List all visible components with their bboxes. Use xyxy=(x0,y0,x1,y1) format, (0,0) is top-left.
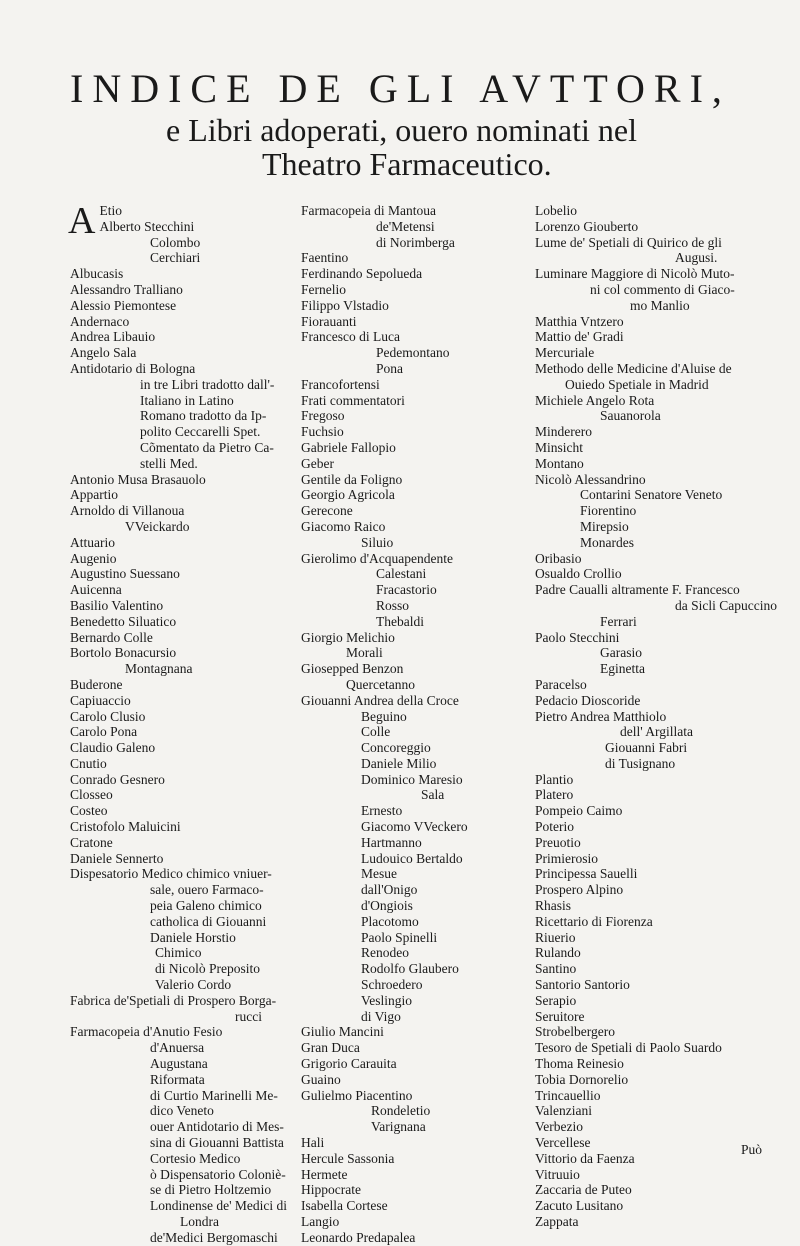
index-entry: Tobia Dornorelio xyxy=(535,1071,629,1087)
index-entry: Capiuaccio xyxy=(70,692,131,708)
index-entry: Daniele Milio xyxy=(361,755,437,771)
index-entry: peia Galeno chimico xyxy=(150,898,262,914)
index-entry: Rulando xyxy=(535,945,581,961)
index-entry: Ouiedo Spetiale in Madrid xyxy=(565,376,709,392)
index-entry: Cerchiari xyxy=(150,250,201,266)
index-entry: Auicenna xyxy=(70,582,122,598)
index-entry: Antidotario di Bologna xyxy=(70,360,196,376)
index-entry: Riuerio xyxy=(535,929,576,945)
index-entry: Riformata xyxy=(150,1071,205,1087)
index-entry: Strobelbergero xyxy=(535,1024,615,1040)
index-entry: Hartmanno xyxy=(361,834,422,850)
index-entry: Farmacopeia di Mantoua xyxy=(301,203,436,218)
index-entry: Renodeo xyxy=(361,945,409,961)
index-entry: Farmacopeia d'Anutio Fesio xyxy=(70,1024,223,1040)
index-entry: Giacomo VVeckero xyxy=(361,819,468,835)
index-entry: Etio xyxy=(99,203,122,218)
index-entry: Benedetto Siluatico xyxy=(70,613,177,629)
index-entry: Closseo xyxy=(70,787,113,803)
index-entry: Gerecone xyxy=(301,503,353,519)
catchword: Può xyxy=(740,1142,762,1157)
index-entry: Hali xyxy=(301,1135,325,1151)
index-entry: se di Pietro Holtzemio xyxy=(150,1182,272,1198)
index-entry: Giouanni Andrea della Croce xyxy=(301,692,459,708)
index-entry: di Nicolò Preposito xyxy=(155,961,260,977)
index-entry: Dispesatorio Medico chimico vniuer- xyxy=(70,866,272,882)
index-entry: Ricettario di Fiorenza xyxy=(535,913,653,929)
index-entry: Zaccaria de Puteo xyxy=(535,1182,632,1198)
index-entry: Garasio xyxy=(600,645,642,661)
index-entry: Cristofolo Maluicini xyxy=(70,819,181,835)
index-column-2 xyxy=(301,203,533,1246)
index-column-1 xyxy=(68,200,295,1246)
index-entry: Geber xyxy=(301,455,334,471)
index-entry: Osualdo Crollio xyxy=(535,566,622,582)
index-entry: de'Metensi xyxy=(376,218,435,234)
index-entry: mo Manlio xyxy=(630,297,690,313)
index-entry: Verbezio xyxy=(535,1119,583,1135)
index-entry: Daniele Horstio xyxy=(150,929,236,945)
index-entry: Hercule Sassonia xyxy=(301,1150,395,1166)
index-entry: Santorio Santorio xyxy=(535,977,630,993)
index-entry: Gabriele Fallopio xyxy=(301,439,396,455)
index-entry: Augustino Suessano xyxy=(70,566,180,582)
index-entry: Fiorentino xyxy=(580,503,637,519)
index-entry: Paracelso xyxy=(535,676,587,692)
index-entry: Methodo delle Medicine d'Aluise de xyxy=(535,360,732,376)
index-entry: Isabella Cortese xyxy=(301,1198,388,1214)
index-entry: Alberto Stecchini xyxy=(99,218,195,234)
index-entry: Lume de' Spetiali di Quirico de gli xyxy=(535,234,722,250)
index-entry: Fracastorio xyxy=(376,582,437,598)
index-entry: di Curtio Marinelli Me- xyxy=(150,1087,278,1103)
index-entry: Albucasis xyxy=(70,266,124,282)
index-entry: Poterio xyxy=(535,819,574,835)
index-entry: Londra xyxy=(180,1214,219,1229)
index-entry: Santino xyxy=(535,961,577,977)
index-entry: Rhasis xyxy=(535,898,572,914)
index-entry: Pedemontano xyxy=(376,345,450,361)
index-entry: Paolo Stecchini xyxy=(535,629,620,645)
index-entry: Francofortensi xyxy=(301,376,380,392)
index-entry: Vitruuio xyxy=(535,1166,580,1182)
index-entry: Daniele Sennerto xyxy=(70,850,164,866)
index-entry: ni col commento di Giaco- xyxy=(590,281,735,297)
index-entry: Fuchsio xyxy=(301,424,344,440)
index-entry: Fregoso xyxy=(301,408,345,424)
index-column-3 xyxy=(535,203,797,1230)
index-entry: Plantio xyxy=(535,771,574,787)
index-entry: Zappata xyxy=(535,1214,579,1229)
index-entry: Basilio Valentino xyxy=(70,597,164,613)
index-entry: Pedacio Dioscoride xyxy=(535,692,641,708)
index-entry: di Norimberga xyxy=(376,234,455,250)
index-entry: dell' Argillata xyxy=(620,724,694,740)
index-entry: Sauanorola xyxy=(600,408,661,424)
index-entry: Colombo xyxy=(150,234,201,250)
index-entry: Alessio Piemontese xyxy=(70,297,177,313)
index-entry: Gran Duca xyxy=(301,1040,360,1056)
index-entry: Augenio xyxy=(70,550,117,566)
index-entry: Quercetanno xyxy=(346,676,415,692)
index-title-line-1: INDICE DE GLI AVTTORI, xyxy=(70,66,731,111)
index-entry: Padre Caualli altramente F. Francesco xyxy=(535,582,740,598)
index-entry: Principessa Sauelli xyxy=(535,866,638,882)
index-entry: Appartio xyxy=(70,487,118,503)
index-entry: Ferrari xyxy=(600,613,637,629)
index-entry: ò Dispensatorio Coloniè- xyxy=(150,1166,286,1182)
index-entry: Rodolfo Glaubero xyxy=(361,961,459,977)
index-entry: Bernardo Colle xyxy=(70,629,153,645)
index-entry: Langio xyxy=(301,1214,340,1229)
index-entry: Romano tradotto da Ip- xyxy=(140,408,267,424)
index-entry: Gentile da Foligno xyxy=(301,471,403,487)
index-entry: Beguino xyxy=(361,708,407,724)
index-entry: Preuotio xyxy=(535,834,581,850)
index-entry: Filippo Vlstadio xyxy=(301,297,389,313)
index-entry: Matthia Vntzero xyxy=(535,313,624,329)
index-entry: Costeo xyxy=(70,803,108,819)
index-entry: stelli Med. xyxy=(140,455,198,471)
index-entry: Siluio xyxy=(361,534,394,550)
index-entry: Georgio Agricola xyxy=(301,487,395,503)
index-entry: Zacuto Lusitano xyxy=(535,1198,624,1214)
index-entry: Concoreggio xyxy=(361,740,431,756)
index-entry: Valenziani xyxy=(535,1103,592,1119)
index-entry: Vittorio da Faenza xyxy=(535,1150,635,1166)
index-entry: in tre Libri tradotto dall'- xyxy=(140,376,275,392)
index-entry: Ernesto xyxy=(361,803,403,819)
index-entry: catholica di Giouanni xyxy=(150,913,267,929)
index-entry: Fiorauanti xyxy=(301,313,357,329)
index-entry: ouer Antidotario di Mes- xyxy=(150,1119,284,1135)
index-entry: Ferdinando Sepolueda xyxy=(301,266,423,282)
index-entry: Montano xyxy=(535,455,584,471)
index-entry: Calestani xyxy=(376,566,427,582)
index-entry: Minsicht xyxy=(535,439,584,455)
index-entry: Cnutio xyxy=(70,755,107,771)
index-entry: Giouanni Fabri xyxy=(605,740,688,756)
index-entry: Minderero xyxy=(535,424,592,440)
index-entry: VVeickardo xyxy=(125,518,190,534)
index-entry: Eginetta xyxy=(600,661,645,677)
index-entry: Giulio Mancini xyxy=(301,1024,384,1040)
index-entry: rucci xyxy=(235,1008,262,1024)
index-entry: Dominico Maresio xyxy=(361,771,463,787)
index-entry: Monardes xyxy=(580,534,634,550)
index-entry: Seruitore xyxy=(535,1008,585,1024)
index-entry: Grigorio Carauita xyxy=(301,1056,397,1072)
drop-cap-initial: A xyxy=(68,200,96,242)
index-entry: Valerio Cordo xyxy=(155,977,232,993)
index-entry: Schroedero xyxy=(361,977,423,993)
index-entry: polito Ceccarelli Spet. xyxy=(140,424,261,440)
index-entry: Mercuriale xyxy=(535,345,595,361)
index-entry: Angelo Sala xyxy=(70,345,137,361)
index-entry: Mattio de' Gradi xyxy=(535,329,624,345)
index-entry: Tesoro de Spetiali di Paolo Suardo xyxy=(535,1040,722,1056)
index-entry: Arnoldo di Villanoua xyxy=(70,503,185,519)
index-entry: Andernaco xyxy=(70,313,130,329)
index-entry: Platero xyxy=(535,787,574,803)
index-entry: Pona xyxy=(376,360,403,376)
index-entry: di Vigo xyxy=(361,1008,401,1024)
index-entry: Oribasio xyxy=(535,550,582,566)
index-entry: de'Medici Bergomaschi xyxy=(150,1229,278,1245)
index-entry: Fabrica de'Spetiali di Prospero Borga- xyxy=(70,992,277,1008)
index-entry: Thoma Reinesio xyxy=(535,1056,624,1072)
index-entry: Contarini Senatore Veneto xyxy=(580,487,723,503)
index-entry: Cortesio Medico xyxy=(150,1150,241,1166)
index-entry: sina di Giouanni Battista xyxy=(150,1135,284,1151)
index-entry: Mesue xyxy=(361,866,397,882)
index-entry: Bortolo Bonacursio xyxy=(70,645,177,661)
index-entry: Mirepsio xyxy=(580,518,629,534)
index-entry: Hippocrate xyxy=(301,1182,361,1198)
index-entry: Fernelio xyxy=(301,281,346,297)
index-entry: Rondeletio xyxy=(371,1103,431,1119)
index-entry: Faentino xyxy=(301,250,349,266)
index-entry: Gulielmo Piacentino xyxy=(301,1087,413,1103)
index-entry: Montagnana xyxy=(125,661,193,677)
index-entry: Pompeio Caimo xyxy=(535,803,623,819)
index-entry: di Tusignano xyxy=(605,755,676,771)
index-entry: Attuario xyxy=(70,534,115,550)
index-entry: Italiano in Latino xyxy=(140,392,234,408)
index-entry: Luminare Maggiore di Nicolò Muto- xyxy=(535,266,735,282)
index-title-line-2: e Libri adoperati, ouero nominati nel xyxy=(166,112,637,148)
index-entry: Vercellese xyxy=(535,1135,591,1151)
index-entry: Gierolimo d'Acquapendente xyxy=(301,550,454,566)
index-entry: Carolo Clusio xyxy=(70,708,146,724)
index-entry: Pietro Andrea Matthiolo xyxy=(535,708,667,724)
index-entry: dall'Onigo xyxy=(361,882,418,898)
index-entry: Varignana xyxy=(371,1119,426,1135)
index-entry: Guaino xyxy=(301,1071,341,1087)
index-entry: sale, ouero Farmaco- xyxy=(150,882,264,898)
index-entry: Giosepped Benzon xyxy=(301,661,404,677)
index-entry: Lorenzo Giouberto xyxy=(535,218,639,234)
index-entry: Antonio Musa Brasauolo xyxy=(70,471,206,487)
index-entry: Cõmentato da Pietro Ca- xyxy=(140,439,274,455)
index-entry: Lobelio xyxy=(535,203,577,218)
index-entry: Placotomo xyxy=(361,913,419,929)
index-entry: Conrado Gesnero xyxy=(70,771,165,787)
index-entry: d'Anuersa xyxy=(150,1040,205,1056)
index-title-line-3: Theatro Farmaceutico. xyxy=(262,146,552,182)
index-entry: Leonardo Predapalea xyxy=(301,1229,416,1245)
index-entry: Colle xyxy=(361,724,391,740)
index-entry: Londinense de' Medici di xyxy=(150,1198,288,1214)
index-entry: Cratone xyxy=(70,834,113,850)
index-entry: Prospero Alpino xyxy=(535,882,624,898)
index-entry: d'Ongiois xyxy=(361,898,413,914)
index-entry: Augusi. xyxy=(675,250,718,266)
index-entry: Morali xyxy=(346,645,383,661)
index-entry: Thebaldi xyxy=(376,613,424,629)
index-entry: Alessandro Tralliano xyxy=(70,281,183,297)
index-entry: Primierosio xyxy=(535,850,598,866)
index-entry: Michiele Angelo Rota xyxy=(535,392,655,408)
index-entry: Trincauellio xyxy=(535,1087,601,1103)
index-entry: Sala xyxy=(421,787,445,803)
index-entry: Giorgio Melichio xyxy=(301,629,395,645)
index-entry: Augustana xyxy=(150,1056,208,1072)
index-entry: da Sicli Capuccino xyxy=(675,597,777,613)
index-entry: Veslingio xyxy=(361,992,413,1008)
index-entry: Serapio xyxy=(535,992,577,1008)
index-entry: Carolo Pona xyxy=(70,724,138,740)
index-entry: Frati commentatori xyxy=(301,392,405,408)
index-entry: Chimico xyxy=(155,945,202,961)
index-entry: Nicolò Alessandrino xyxy=(535,471,646,487)
index-entry: Paolo Spinelli xyxy=(361,929,438,945)
index-entry: Ludouico Bertaldo xyxy=(361,850,463,866)
index-entry: Hermete xyxy=(301,1166,348,1182)
index-entry: Buderone xyxy=(70,676,123,692)
index-entry: Francesco di Luca xyxy=(301,329,400,345)
index-entry: Rosso xyxy=(376,597,410,613)
index-entry: Giacomo Raico xyxy=(301,518,386,534)
index-entry: Andrea Libauio xyxy=(70,329,156,345)
index-entry: Claudio Galeno xyxy=(70,740,156,756)
index-entry: dico Veneto xyxy=(150,1103,214,1119)
